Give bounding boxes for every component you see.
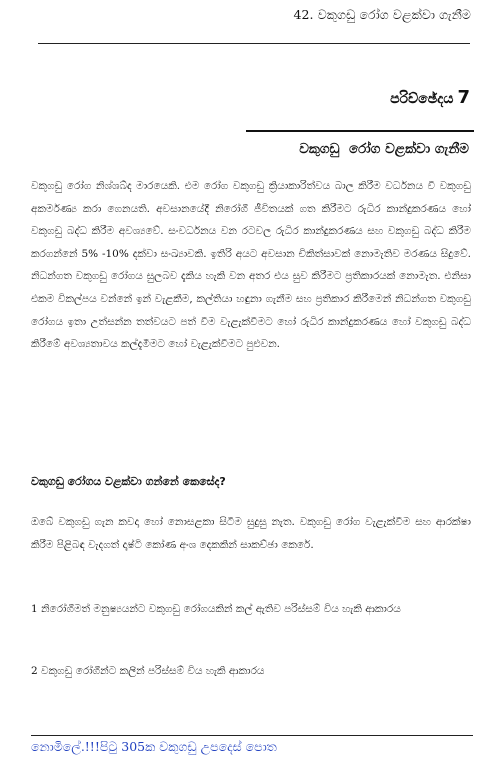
section-subheading: වකුගඩු රෝගය වළක්වා ගන්නේ කෙසේද? xyxy=(31,475,226,488)
body-paragraph-2: ඔබේ වකුගඩු ගැන කවදා හෝ නොසළකා සිටීම සුදුසු නැත. වකුගඩු රෝග වැළැක්වීම සහ ආරක්ෂා කිරීම පිළිබඳ වැදගත් දෘෂ්ටි කෝණ අංශ දෙකකින් සාකච්ඡා කෙරේ. xyxy=(31,516,471,551)
list-item: 2 වකුගඩු රෝගීන්ට කලින් පරිස්සම් විය හැකි ආකාරය xyxy=(31,665,265,677)
footer-text: නොමිලේ.!!!පිටු 305ක වකුගඩු උපදෙස් පොත xyxy=(31,739,277,754)
chapter-title: වකුගඩු රෝග වළක්වා ගැනීම xyxy=(299,141,469,157)
body-paragraph-1: වකුගඩු රෝග නිශ්ශබ්ද මාරයෙකි. එම රෝග වකුගඩු ක්‍රියාකාරිත්වය බාල කිරීම වර්ධනය වී වකුගඩු අකර්මණ්‍ය කරා ගෙනයති. අවසානයේදී නිරෝගී ජීවිතයක් ගත කිරීමට රුධිර කාන්දුකරණය හෝ වකුගඩු බද්ධ කිරීම අවශ්‍යවේ. සංවර්ධනය වන රටවල රුධිර කාන්දුකරණය සහ වකුගඩු බද්ධ කිරීම කරගන්නේ 5% -10% දක්වා සංඛ්‍යාවකි. ඉතිරි අයට අවසාන චිකිත්සාවක් නොමැතිව මරණය සිදුවේ. නිධන්ගත වකුගඩු රෝගය සුලබව දැකිය හැකි වන අතර එය සුව කිරීමට ප්‍රතිකාරයක් නොමැත. එනිසා එකම විකල්පය වන්නේ ඉන් වැළකීම, කල්තියා හඳුනා ගැනීම සහ ප්‍රතිකාර කිරීමෙන් නිධන්ගත වකුගඩු රෝගය ඉතා උත්සන්න තත්වයට පත් වීම වැළැක්වීමට හෝ රුධිර කාන්දුකරණය හෝ වකුගඩු බද්ධ කිරීමේ අවශ්‍යතාවය කල්දැමීමට හෝ වැළැක්වීමට පුළුවන. xyxy=(31,180,471,351)
chapter-label-text: පරිච්ඡේදය xyxy=(390,91,454,107)
list-item: 1 නිරෝගීමත් මනුෂ්‍යයන්ට වකුගඩු රෝගයකින් කල් ඇතිව පරිස්සම් විය හැකි ආකාරය xyxy=(31,603,401,615)
chapter-label xyxy=(390,87,470,108)
title-divider xyxy=(246,130,474,132)
footer-divider xyxy=(31,735,473,736)
chapter-number: 7 xyxy=(457,87,470,108)
header-divider xyxy=(38,43,470,44)
running-header: 42. වකුගඩු රෝග වළක්වා ගැනීම xyxy=(293,7,471,22)
